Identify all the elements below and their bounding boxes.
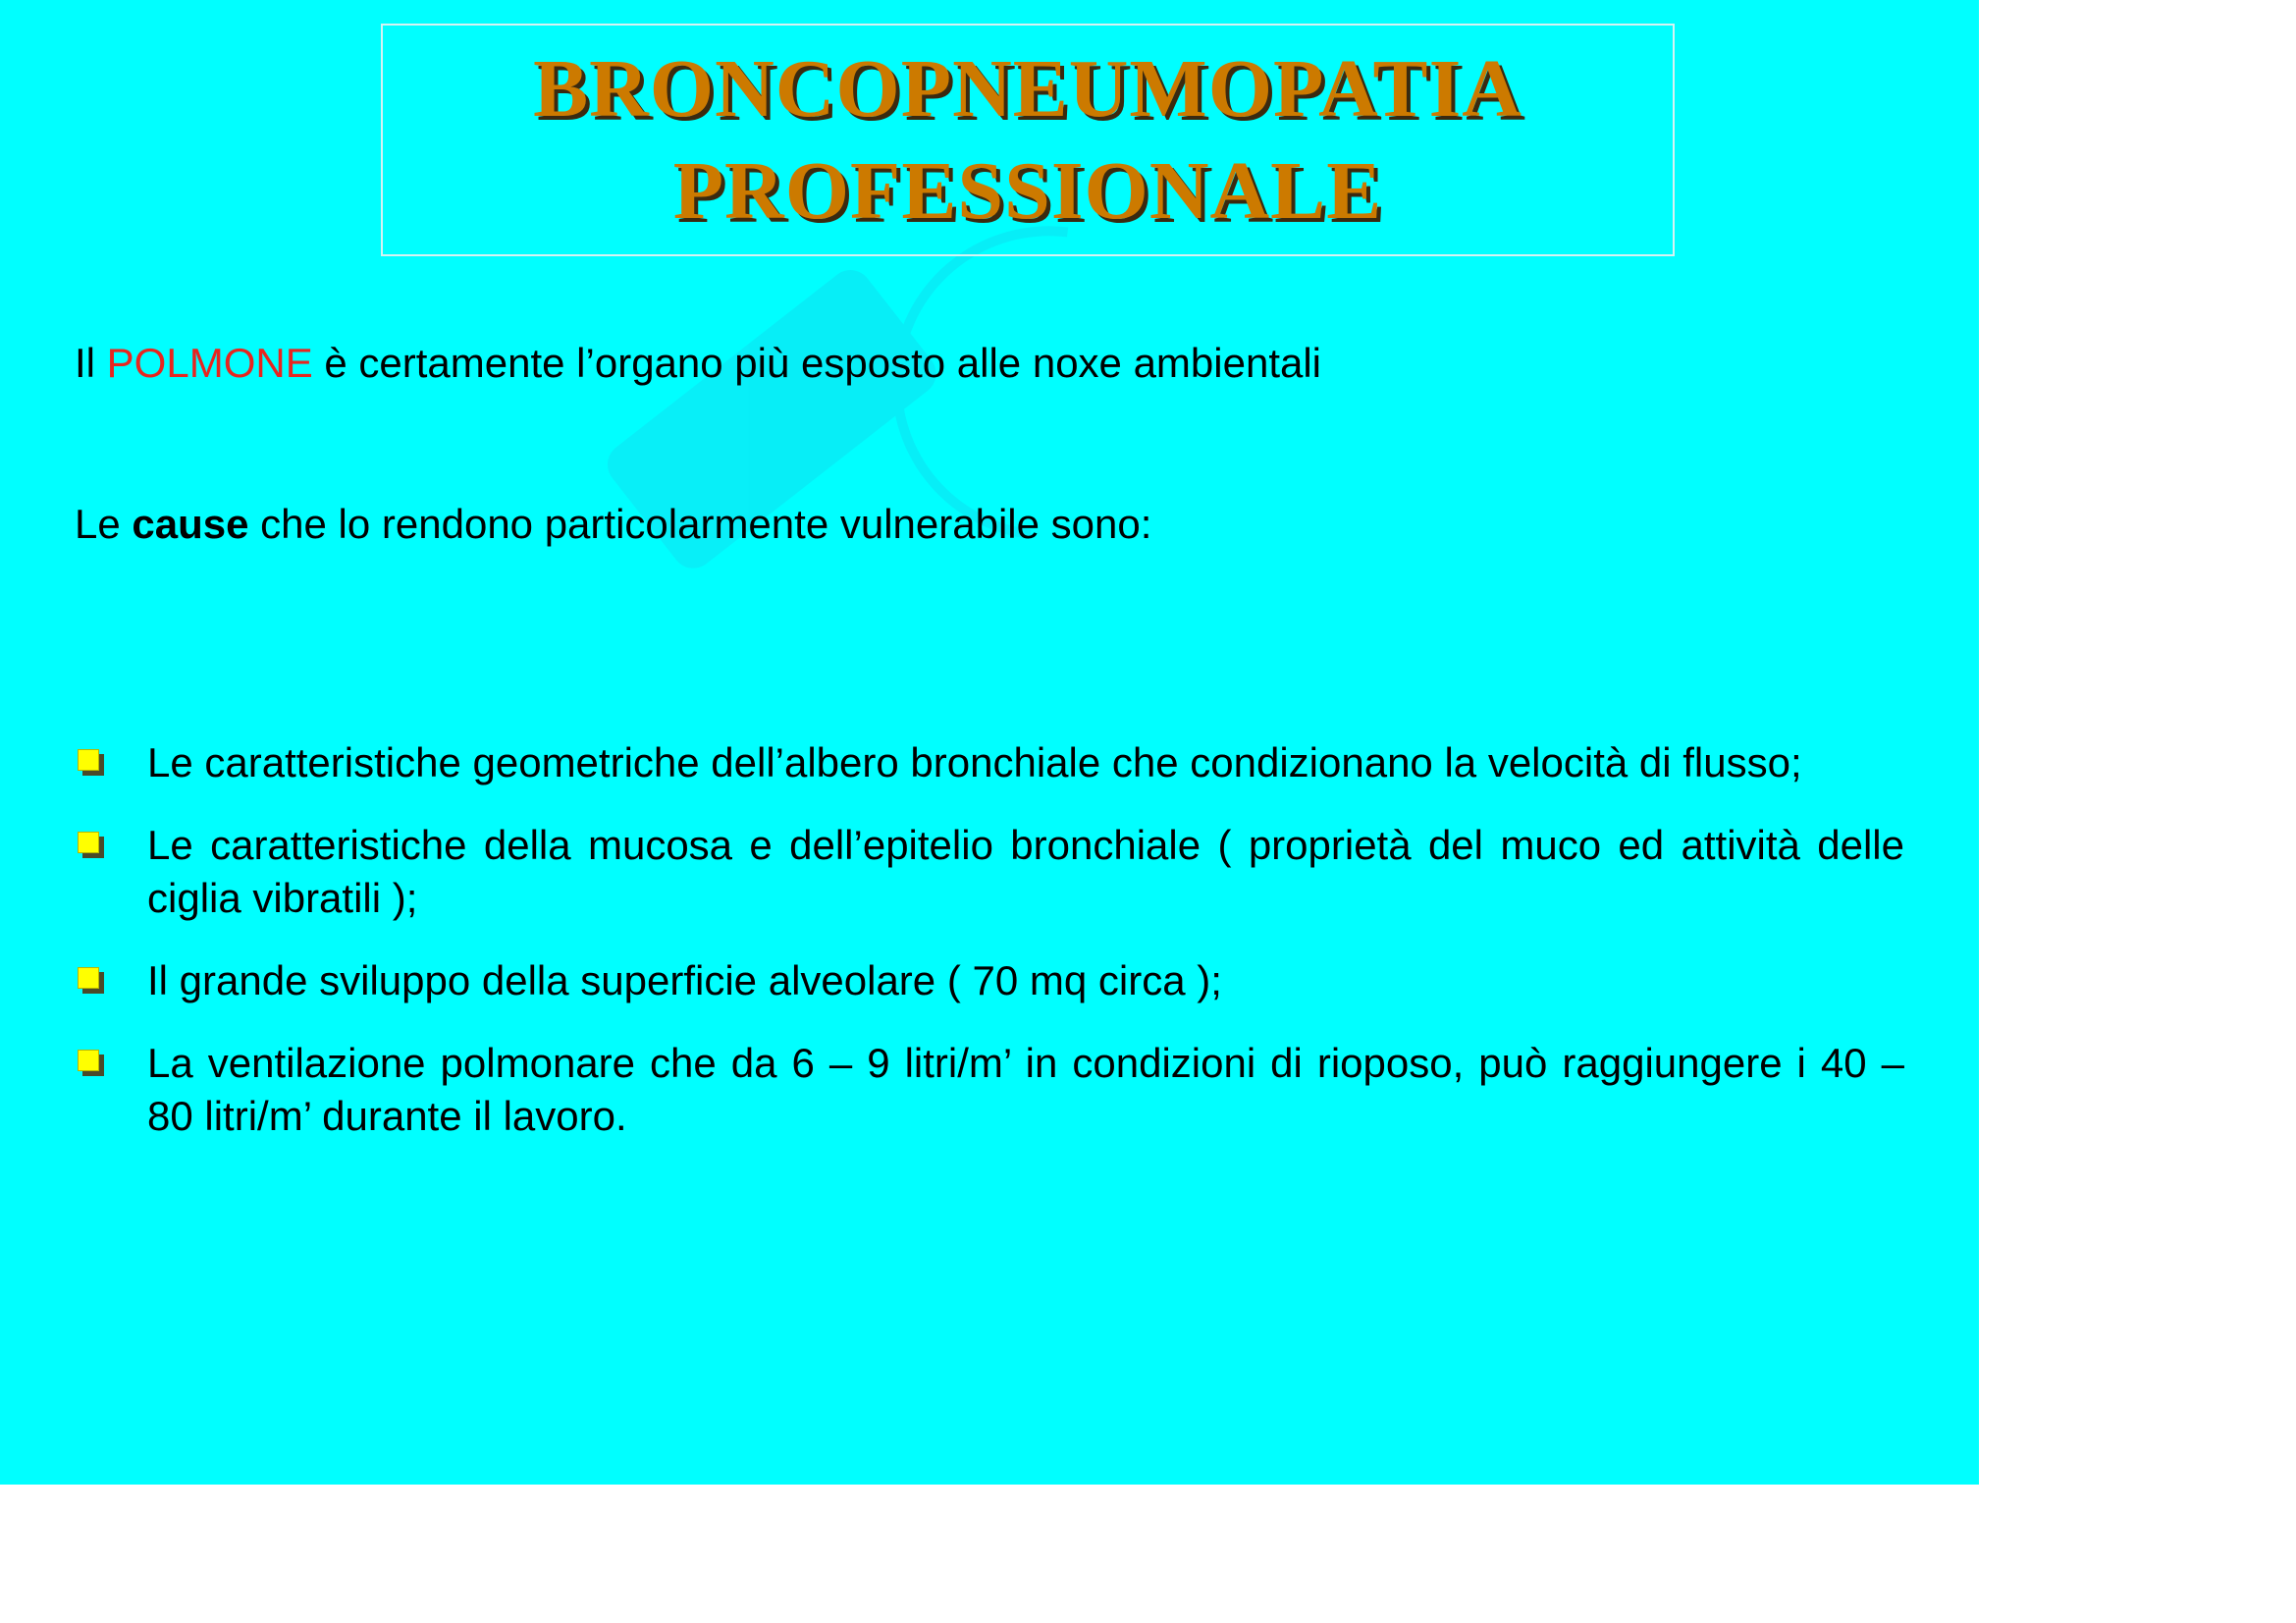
- intro-highlight: POLMONE: [106, 340, 313, 386]
- square-bullet-icon: [78, 749, 99, 771]
- causes-prefix: Le: [75, 501, 133, 547]
- causes-paragraph: [75, 499, 1151, 550]
- causes-bold: cause: [132, 501, 249, 547]
- list-item: [75, 954, 1904, 1007]
- title-line-1: BRONCOPNEUMOPATIA: [533, 42, 1522, 135]
- square-bullet-icon: [78, 967, 99, 989]
- list-item-text: Le caratteristiche della mucosa e dell’epitelio bronchiale ( proprietà del muco ed attività delle ciglia vibratili );: [147, 822, 1904, 921]
- causes-suffix: che lo rendono particolarmente vulnerabile sono:: [248, 501, 1152, 547]
- list-item: [75, 819, 1904, 925]
- square-bullet-icon: [78, 1050, 99, 1071]
- title-box: [381, 24, 1675, 256]
- intro-paragraph: [75, 338, 1321, 389]
- intro-suffix: è certamente l’organo più esposto alle noxe ambientali: [312, 340, 1322, 386]
- list-item: [75, 736, 1904, 789]
- list-item-text: La ventilazione polmonare che da 6 – 9 litri/m’ in condizioni di rioposo, può raggiungere i 40 – 80 litri/m’ durante il lavoro.: [147, 1040, 1904, 1139]
- list-item: [75, 1037, 1904, 1143]
- list-item-text: Il grande sviluppo della superficie alveolare ( 70 mq circa );: [147, 957, 1222, 1003]
- list-item-text: Le caratteristiche geometriche dell’albero bronchiale che condizionano la velocità di flusso;: [147, 739, 1802, 785]
- square-bullet-icon: [78, 832, 99, 853]
- intro-prefix: Il: [75, 340, 107, 386]
- title-line-2: PROFESSIONALE: [672, 144, 1383, 237]
- causes-list: [75, 736, 1904, 1172]
